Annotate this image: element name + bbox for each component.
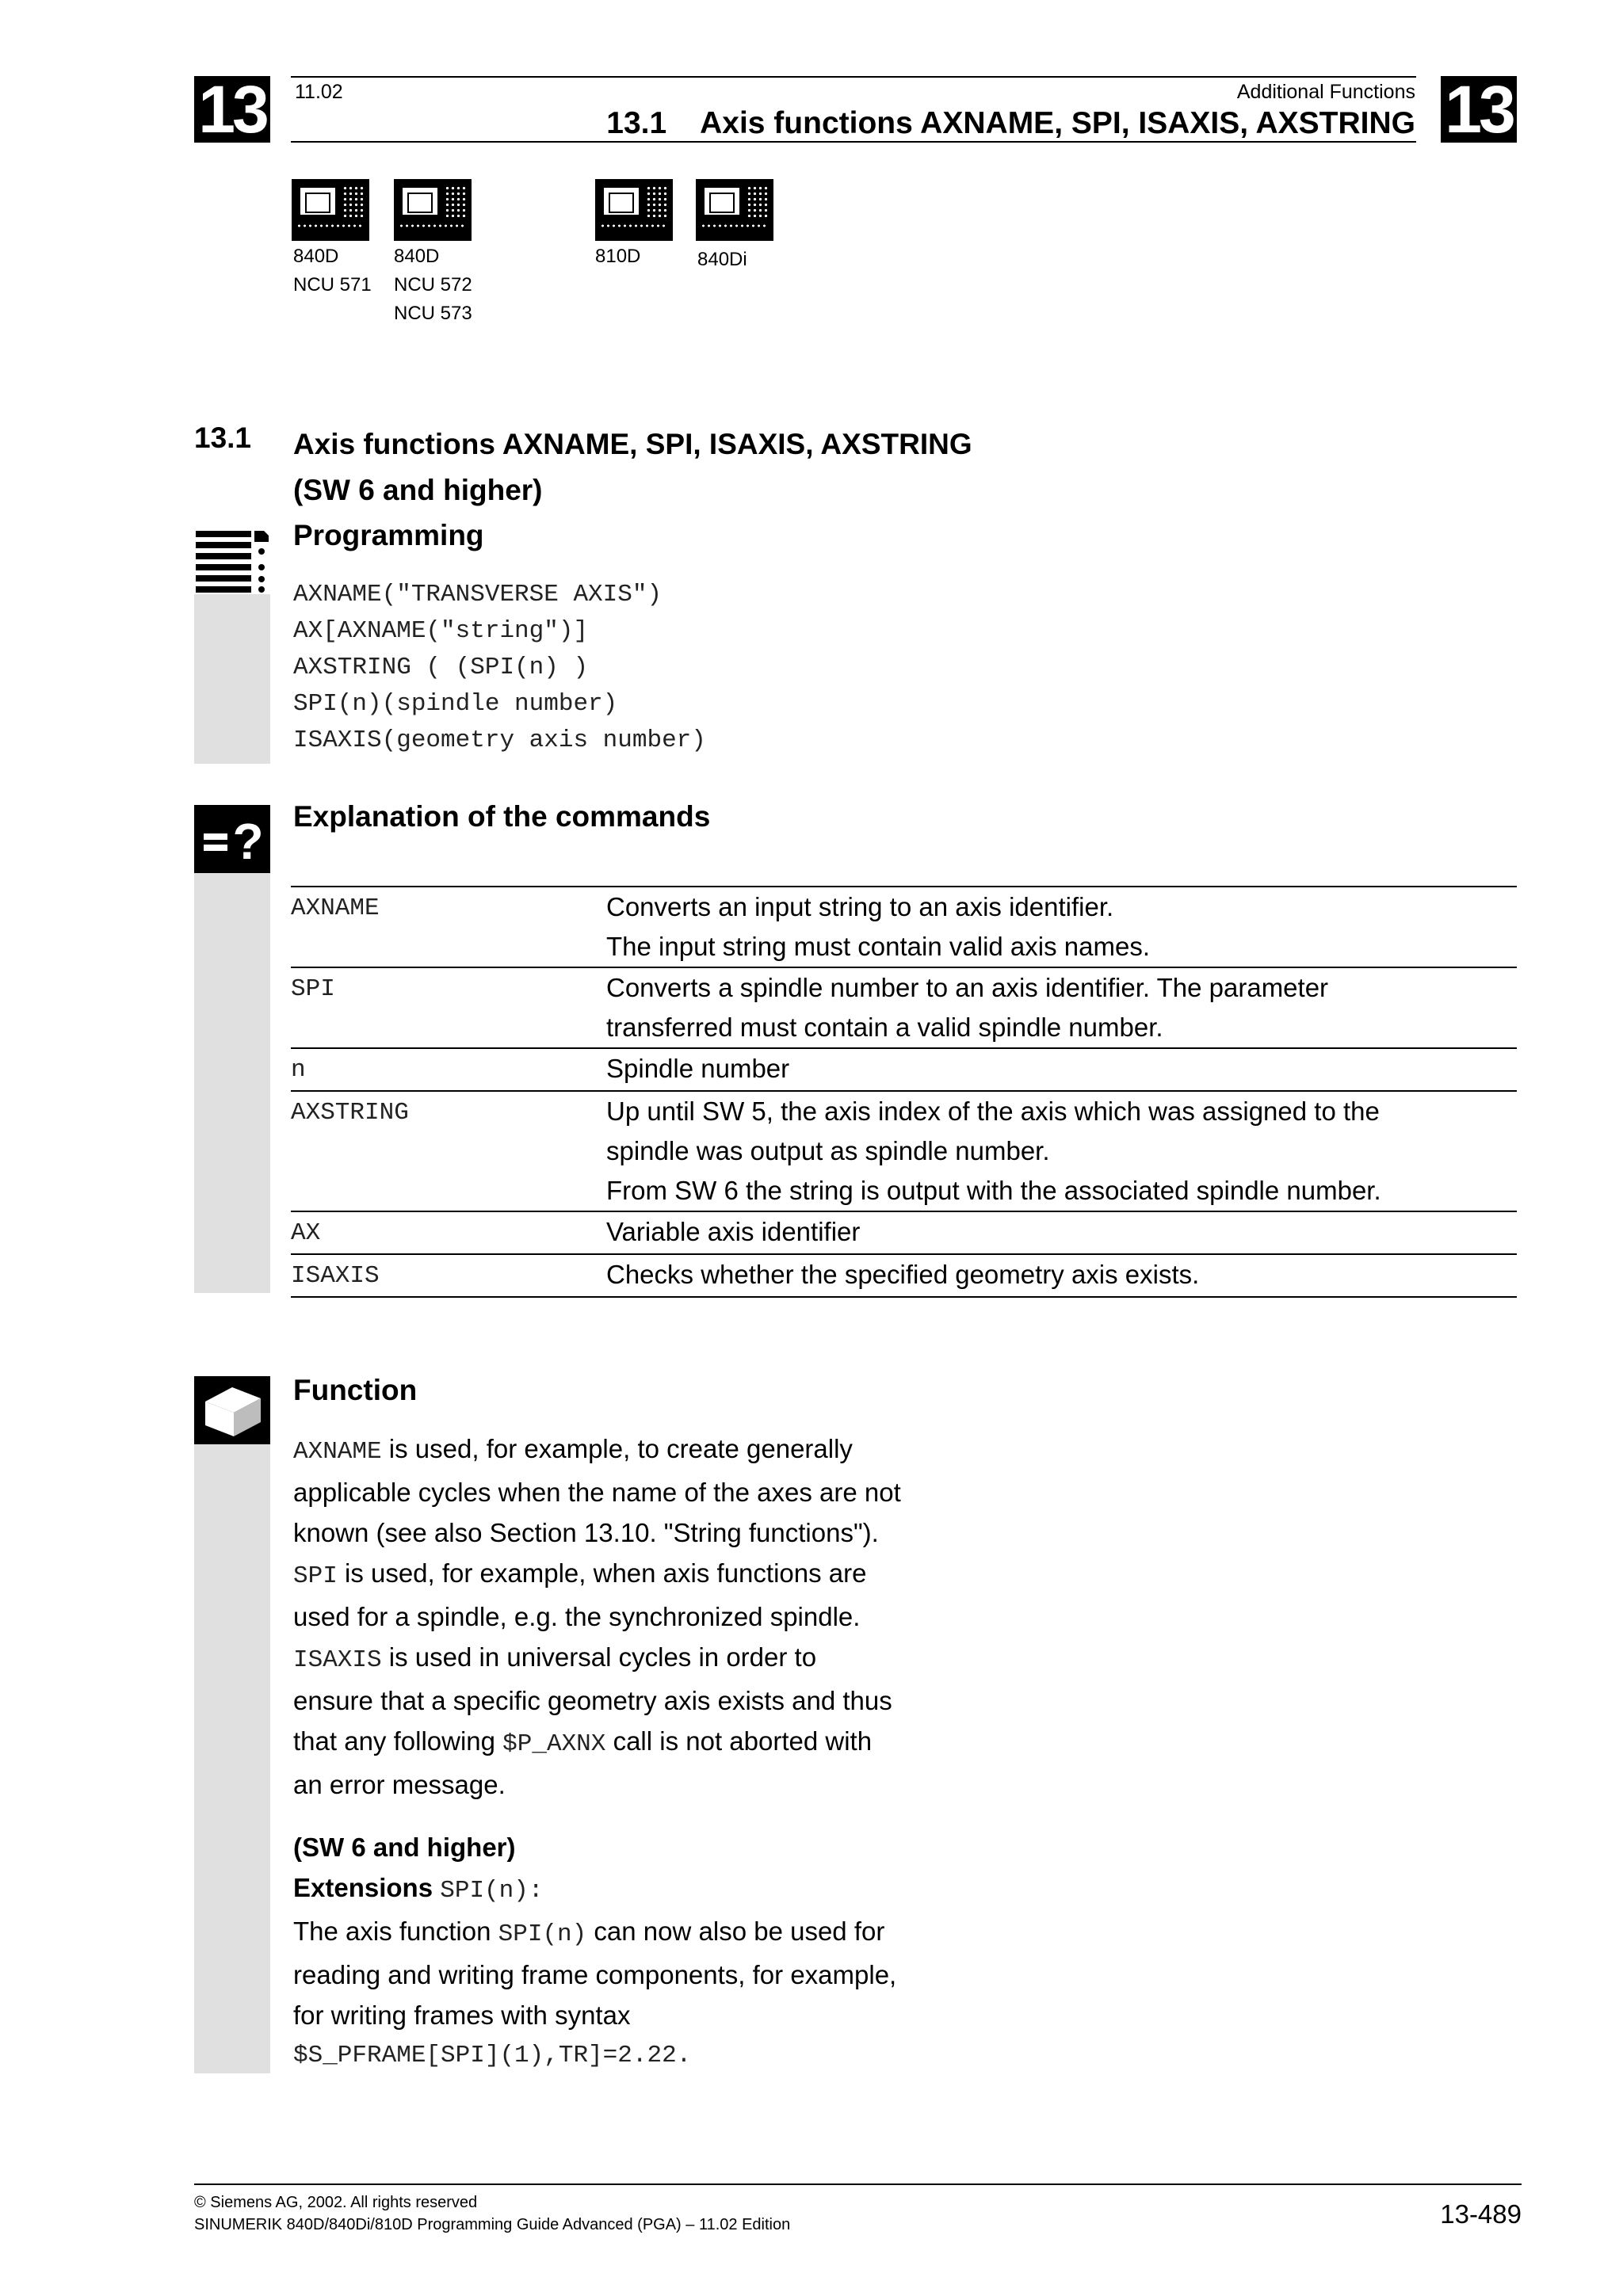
extensions-sw-note: (SW 6 and higher) [293,1833,516,1862]
code-spi: SPI [293,1562,338,1590]
chapter-number-badge-left: 13 [194,76,270,143]
command-name: n [291,1056,306,1084]
header-date: 11.02 [295,81,343,103]
footer-guide-title: SINUMERIK 840D/840Di/810D Programming Guide Advanced (PGA) – 11.02 Edition [194,2216,791,2233]
table-row [291,1211,1517,1254]
function-extensions: (SW 6 and higher) Extensions SPI(n): The axis function SPI(n) can now also be used for reading and writing frame components, for example, for writing frames with syntax $S_PFRAME[SPI](1),TR]=2.22. [293,1827,943,2076]
command-description: Variable axis identifier [606,1217,861,1246]
programming-list-icon [194,528,270,594]
code-line: ISAXIS(geometry axis number) [293,727,706,754]
command-name: AXNAME [291,894,380,922]
controller-icon-840di [696,179,773,241]
frame-syntax-example: $S_PFRAME[SPI](1),TR]=2.22. [293,2042,692,2069]
controller-icon-840d-ncu571 [292,179,369,241]
function-description: AXNAME is used, for example, to create generally applicable cycles when the name of the axes are not known (see also Section 13.10. "String functions"). SPI is used, for example, when axis functions are used for a spindle, e.g. the synchronized spindle. ISAXIS is used in universal cycles in order to ensure that a specific geometry axis exists and thus that any following $P_AXNX call is not aborted with an error message. [293,1434,901,1799]
explanation-heading: Explanation of the commands [293,800,711,833]
command-name: AX [291,1219,321,1247]
section-title: Axis functions AXNAME, SPI, ISAXIS, AXSTRING (SW 6 and higher) [293,428,972,506]
controller-icon-840d-ncu572 [394,179,472,241]
command-description: Checks whether the specified geometry axis exists. [606,1260,1200,1289]
controller-label-840d-ncu572: 840D NCU 572 NCU 573 [394,246,472,324]
svg-text:?: ? [232,813,264,870]
chapter-number-badge-right: 13 [1441,76,1517,143]
page-number: 13-489 [1440,2199,1522,2229]
code-line: SPI(n)(spindle number) [293,690,618,718]
controller-label-840d-ncu571: 840D NCU 571 [293,246,372,296]
programming-code [293,577,706,759]
code-line: AXSTRING ( (SPI(n) ) [293,654,589,681]
explanation-table [291,886,1517,1298]
command-description: Up until SW 5, the axis index of the axis which was assigned to the spindle was output as spindle number. From SW 6 the string is output with the associated spindle number. [606,1097,1381,1205]
controller-icon-810d [595,179,673,241]
table-row [291,887,1517,967]
footer-text [194,2191,790,2236]
function-heading: Function [293,1374,418,1406]
explanation-question-icon [194,805,270,873]
code-line: AX[AXNAME("string")] [293,617,589,645]
command-name: ISAXIS [291,1262,380,1290]
controller-label-810d: 810D [595,246,641,267]
explanation-side-bar [194,805,270,1293]
table-row [291,1254,1517,1297]
footer-copyright: © Siemens AG, 2002. All rights reserved [194,2194,478,2211]
header-rule-top [291,76,1416,78]
section-number: 13.1 [194,421,252,454]
command-name: AXSTRING [291,1099,409,1127]
command-name: SPI [291,975,335,1003]
command-description: Converts a spindle number to an axis identifier. The parameter transferred must contain a valid spindle number. [606,973,1329,1042]
command-description: Spindle number [606,1054,790,1083]
code-p-axnx: $P_AXNX [502,1730,606,1758]
code-line: AXNAME("TRANSVERSE AXIS") [293,581,663,608]
code-axname: AXNAME [293,1438,382,1466]
controller-label-840di: 840Di [697,249,747,270]
header-chapter-title: Additional Functions [1236,81,1415,103]
function-cube-icon [194,1376,270,1444]
table-row [291,1091,1517,1211]
header-rule-bottom [291,141,1416,143]
table-row [291,1048,1517,1091]
function-side-bar [194,1376,270,2073]
programming-heading: Programming [293,519,484,551]
code-isaxis: ISAXIS [293,1646,382,1674]
table-row [291,967,1517,1048]
footer-rule [194,2183,1522,2185]
command-description: Converts an input string to an axis identifier. The input string must contain valid axis names. [606,892,1150,961]
header-section-title: 13.1 Axis functions AXNAME, SPI, ISAXIS, AXSTRING [606,106,1415,140]
